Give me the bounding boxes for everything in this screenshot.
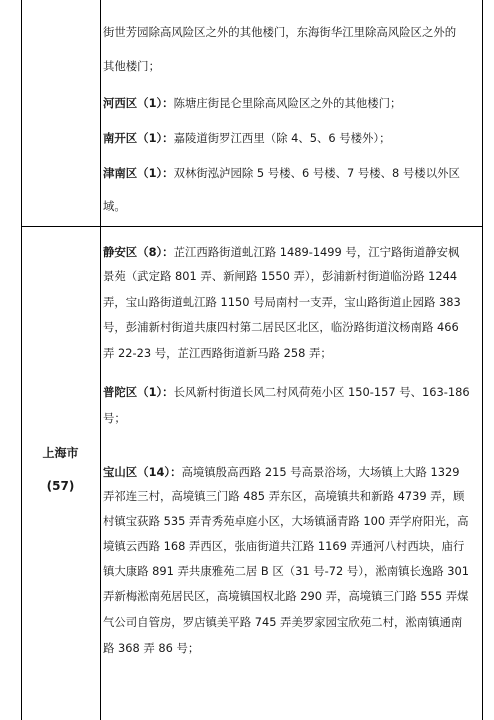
- district-entry-nankai: [103, 130, 475, 146]
- district-text: 双林街泓泸园除 5 号楼、6 号楼、7 号楼、8 号楼以外区: [173, 166, 460, 180]
- district-text: 嘉陵道街罗江西里（除 4、5、6 号楼外）；: [173, 131, 391, 145]
- district-text: 高境镇殷高西路 215 号高景浴场，大场镇上大路 1329: [181, 465, 460, 479]
- table-right-border: [482, 0, 483, 720]
- district-label: 普陀区（1）：: [103, 385, 174, 399]
- text-line: 村镇宝荻路 535 弄青秀苑卓庭小区，大场镇涵青路 100 弄学府阳光，高: [103, 514, 469, 528]
- text-line: 弄新梅淞南苑居民区，高境镇国权北路 290 弄，高境镇三门路 555 弄煤: [103, 589, 469, 603]
- district-entry-jinnan: [103, 165, 475, 181]
- district-label: 南开区（1）：: [103, 131, 174, 145]
- table-column-divider: [100, 0, 101, 720]
- text-line: 街世芳园除高风险区之外的其他楼门，东海街华江里除高风险区之外的: [103, 25, 457, 39]
- province-name: 上海市: [42, 446, 79, 460]
- district-text: 陈塘庄街昆仑里除高风险区之外的其他楼门；: [173, 96, 402, 110]
- district-label: 宝山区（14）：: [103, 465, 182, 479]
- district-entry-hexi: [103, 95, 475, 111]
- district-entry-putuo: [103, 384, 475, 400]
- district-text: 长风新村街道长风二村风荷苑小区 150-157 号、163-186: [173, 385, 470, 399]
- text-line: 景苑（武定路 801 弄、新闸路 1550 弄），彭浦新村街道临汾路 1244: [103, 269, 458, 283]
- district-entry-baoshan: [103, 464, 475, 480]
- table-row-divider: [21, 226, 483, 227]
- district-label: 河西区（1）：: [103, 96, 174, 110]
- text-line: 号，彭浦新村街道共康四村第二居民区北区，临汾路街道汶杨南路 466: [103, 320, 459, 334]
- district-entry-jingan: [103, 244, 475, 260]
- district-label: 静安区（8）：: [103, 245, 174, 259]
- text-line: 域。: [103, 199, 126, 213]
- province-count: (57): [46, 479, 75, 493]
- text-line: 其他楼门；: [103, 59, 160, 73]
- text-line: 境镇云西路 168 弄西区，张庙街道共江路 1169 弄通河八村西块，庙行: [103, 539, 465, 553]
- text-line: 路 368 弄 86 号；: [103, 641, 200, 655]
- table-left-border: [21, 0, 22, 720]
- text-line: 镇大康路 891 弄共康雅苑二居 B 区（31 号-72 号），淞南镇长逸路 301: [103, 564, 470, 578]
- text-line: 弄祁连三村，高境镇三门路 485 弄东区，高境镇共和新路 4739 弄，顾: [103, 489, 465, 503]
- text-line: 气公司自管房，罗店镇美平路 745 弄美罗家园宝欣苑二村，淞南镇通南: [103, 615, 463, 629]
- text-line: 弄，宝山路街道虬江路 1150 号局南村一支弄，宝山路街道止园路 383: [103, 295, 461, 309]
- text-line: 弄 22-23 号，芷江西路街道新马路 258 弄；: [103, 346, 332, 360]
- district-label: 津南区（1）：: [103, 166, 174, 180]
- district-text: 芷江西路街道虬江路 1489-1499 号，江宁路街道静安枫: [173, 245, 460, 259]
- document-table: [21, 0, 483, 720]
- text-line: 号；: [103, 411, 126, 425]
